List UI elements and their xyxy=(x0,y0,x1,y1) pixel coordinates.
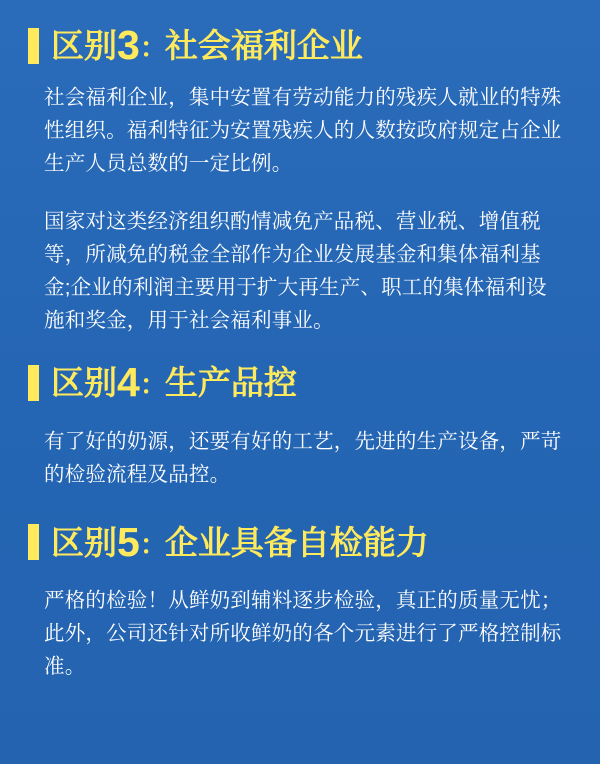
heading-prefix: 区别 xyxy=(51,27,117,64)
heading-line xyxy=(51,361,297,404)
heading-title: 生产品控 xyxy=(164,364,297,402)
heading-title: 社会福利企业 xyxy=(164,27,363,64)
section-heading xyxy=(28,518,572,565)
section-difference-5 xyxy=(28,518,572,684)
heading-title: 企业具备自检能力 xyxy=(164,523,429,561)
heading-prefix: 区别 xyxy=(51,364,117,402)
paragraph: 社会福利企业，集中安置有劳动能力的残疾人就业的特殊性组织。福利特征为安置残疾人的人数按政府规定占企业生产人员总数的一定比例。 xyxy=(44,86,562,176)
section-heading xyxy=(28,24,572,67)
accent-bar-icon xyxy=(28,524,39,560)
heading-number: 5 xyxy=(117,518,140,565)
heading-colon: ： xyxy=(139,529,165,560)
heading-number: 3 xyxy=(117,22,140,68)
heading-number: 4 xyxy=(117,359,140,406)
section-heading xyxy=(28,361,572,404)
paragraph: 有了好的奶源，还要有好的工艺，先进的生产设备，严苛的检验流程及品控。 xyxy=(44,429,562,486)
heading-colon: ： xyxy=(139,370,165,401)
heading-line xyxy=(51,24,363,67)
heading-prefix: 区别 xyxy=(51,523,117,561)
accent-bar-icon xyxy=(28,28,39,64)
paragraph: 国家对这类经济组织酌情减免产品税、营业税、增值税等，所减免的税金全部作为企业发展基金和集体福利基金;企业的利润主要用于扩大再生产、职工的集体福利设施和奖金，用于社会福利事业。 xyxy=(44,209,547,333)
heading-line xyxy=(51,518,429,565)
paragraph: 严格的检验！从鲜奶到辅料逐步检验，真正的质量无忧；此外，公司还针对所收鲜奶的各个元素进行了严格控制标准。 xyxy=(44,588,562,679)
heading-colon: ： xyxy=(139,33,165,63)
accent-bar-icon xyxy=(28,365,39,401)
section-difference-4 xyxy=(28,361,572,490)
section-difference-3 xyxy=(28,24,572,337)
